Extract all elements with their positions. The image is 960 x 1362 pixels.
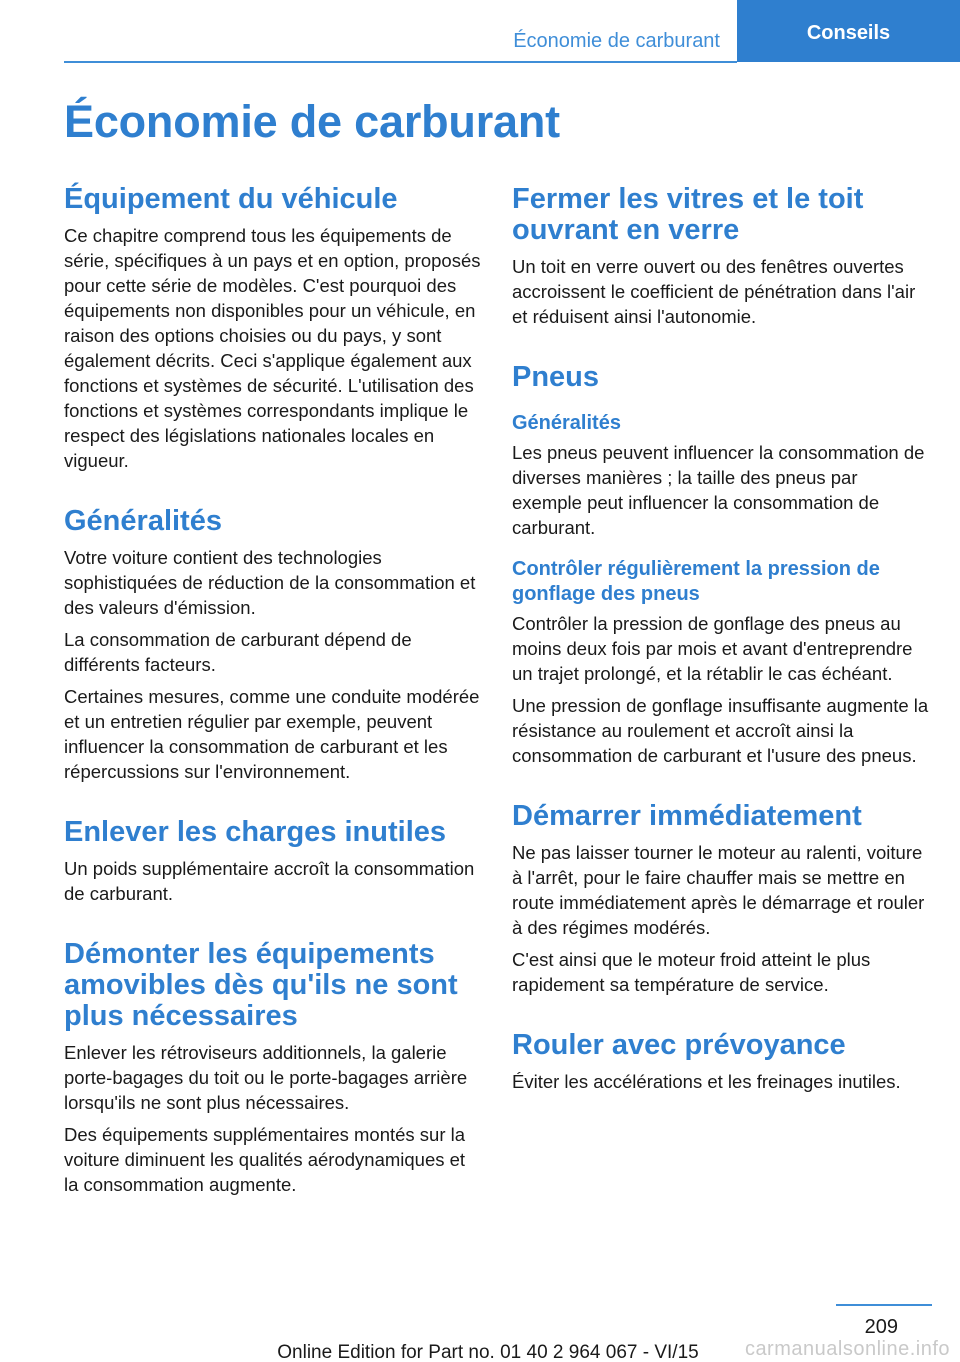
subheading-generalites: Généralités [512,412,621,434]
heading-pneus: Pneus [512,361,600,393]
paragraph: Contrôler la pression de gonflage des pneus au moins deux fois par mois et avant d'entreprendre un trajet prolongé, et la rétablir le cas échéant. [512,613,913,684]
paragraph: Un toit en verre ouvert ou des fenêtres ouvertes accroissent le coefficient de pénétration dans l'air et réduisent ainsi l'autonomie. [512,256,916,327]
watermark: carmanualsonline.info [744,1338,950,1360]
page-number: 209 [864,1316,898,1338]
header-chapter-tab: Conseils [737,0,960,62]
paragraph: Votre voiture contient des technologies sophistiquées de réduction de la consommation et des valeurs d'émission. [64,547,476,618]
subheading-pression: Contrôler régulièrement la pression de gonflage des pneus [512,558,880,605]
paragraph: Enlever les rétroviseurs additionnels, la galerie porte-bagages du toit ou le porte-bagages arrière lorsqu'ils ne sont plus nécessaires. [64,1042,468,1113]
paragraph: Des équipements supplémentaires montés sur la voiture diminuent les qualités aérodynamiques et la consommation augmente. [64,1124,466,1195]
paragraph: Une pression de gonflage insuffisante augmente la résistance au roulement et accroît ainsi la consommation de carburant et l'usure des pneus. [512,695,929,766]
paragraph: C'est ainsi que le moteur froid atteint le plus rapidement sa température de service. [512,949,871,995]
footer-divider [836,1304,932,1306]
heading-prevoyance: Rouler avec prévoyance [512,1029,846,1061]
left-column [64,184,482,1204]
page-header [0,0,960,62]
paragraph: Les pneus peuvent influencer la consommation de diverses manières ; la taille des pneus par exemple peut influencer la consommation de carburant. [512,442,925,538]
page-title: Économie de carburant [64,96,560,147]
paragraph: Un poids supplémentaire accroît la consommation de carburant. [64,858,475,904]
heading-generalites: Généralités [64,505,222,537]
paragraph: Certaines mesures, comme une conduite modérée et un entretien régulier par exemple, peuvent influencer la consommation de carburant et les répercussions sur l'environnement. [64,686,480,782]
heading-vitres-toit: Fermer les vitres et le toit ouvrant en verre [512,183,864,246]
right-column [512,184,930,1101]
paragraph: Éviter les accélérations et les freinages inutiles. [512,1071,901,1092]
heading-equipement: Équipement du véhicule [64,183,398,215]
footer-edition: Online Edition for Part no. 01 40 2 964 067 - VI/15 [277,1342,699,1362]
heading-demarrer: Démarrer immédiatement [512,800,862,832]
heading-equipements-amovibles: Démonter les équipements amovibles dès qu'ils ne sont plus nécessaires [64,938,458,1032]
paragraph: La consommation de carburant dépend de différents facteurs. [64,629,412,675]
header-divider [64,61,737,63]
paragraph: Ne pas laisser tourner le moteur au ralenti, voiture à l'arrêt, pour le faire chauffer mais se mettre en route immédiatement après le démarrage et rouler à des régimes modérés. [512,842,925,938]
heading-charges-inutiles: Enlever les charges inutiles [64,816,447,848]
header-section-title: Économie de carburant [513,30,720,52]
paragraph: Ce chapitre comprend tous les équipements de série, spécifiques à un pays et en option, proposés pour cette série de modèles. C'est pourquoi des équipements non disponibles pour un véhicule, en raison des options choisies ou du pays, y sont également décrits. Ceci s'applique également aux fonctions et systèmes de sécurité. L'utilisation des fonctions et systèmes correspondants implique le respect des législations nationales locales en vigueur. [64,225,481,471]
